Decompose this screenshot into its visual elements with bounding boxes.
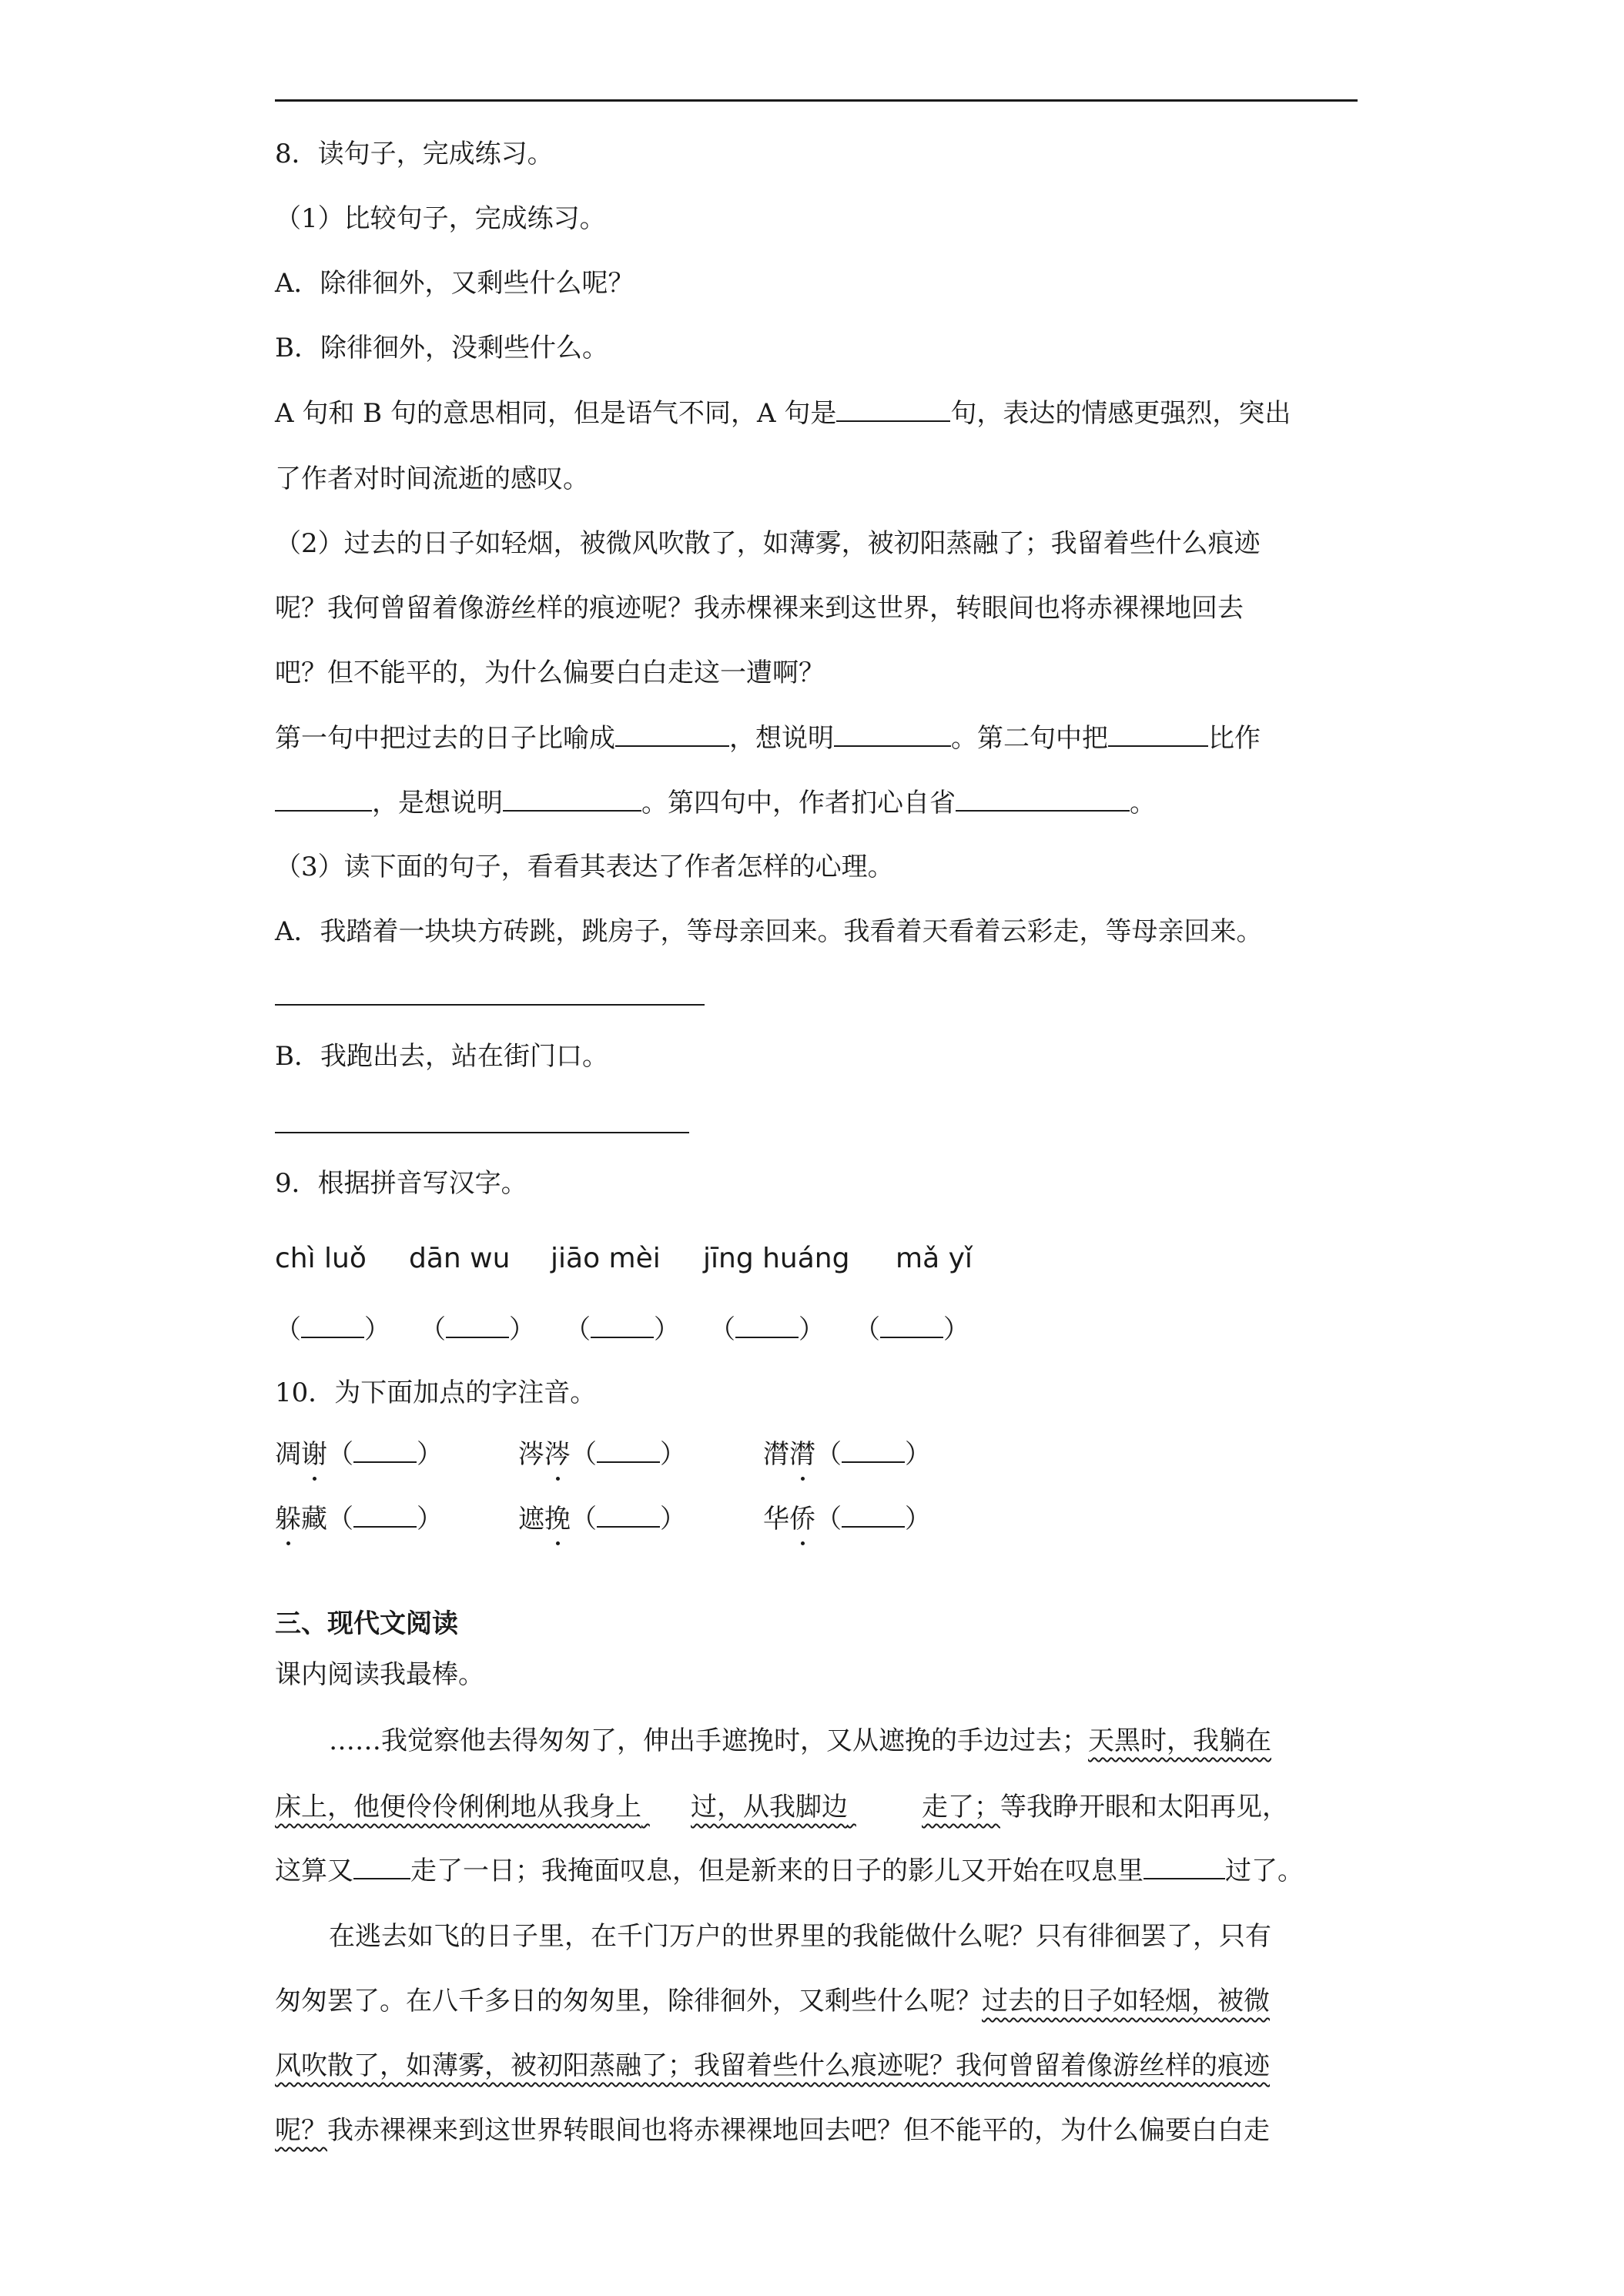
passage-text: 等我睁开眼和太阳再见，: [1000, 1792, 1288, 1822]
close-paren: ）: [905, 1504, 931, 1535]
passage-underlined-gap[interactable]: [641, 1790, 691, 1824]
q10-item-2: [518, 1438, 686, 1471]
q8-fill-text-3: 。第二句中把: [951, 723, 1108, 754]
q9-answer-box-2[interactable]: [420, 1313, 535, 1347]
passage-underlined-text: 风吹散了，如薄雾，被初阳蒸融了；我留着些什么痕迹呢？我何曾留着像游丝样的痕迹: [275, 2050, 1270, 2081]
q8-part3-answer-line-a[interactable]: [275, 1004, 705, 1006]
close-paren: ）: [509, 1314, 535, 1345]
q10-item-5: [518, 1502, 686, 1536]
q8-part2-line1: （2）过去的日子如轻烟，被微风吹散了，如薄雾，被初阳蒸融了；我留着些什么痕迹: [275, 528, 1261, 559]
passage-para2-line4: [275, 2114, 1270, 2147]
q8-fill-text-2: ，想说明: [729, 723, 834, 754]
answer-blank[interactable]: [301, 1314, 364, 1338]
answer-blank[interactable]: [353, 1438, 417, 1463]
passage-underlined-text: 走了；: [922, 1792, 1000, 1822]
passage-text: 匆匆罢了。在八千多日的匆匆里，除徘徊外，又剩些什么呢？: [275, 1986, 982, 2017]
q8-fill-blank-6[interactable]: [956, 785, 1130, 812]
word-char: 华: [763, 1504, 789, 1535]
q10-item-1: [275, 1438, 443, 1471]
q8-fill-blank-2[interactable]: [834, 721, 951, 747]
passage-text: ……我觉察他去得匆匆了，伸出手遮挽时，又从遮挽的手边过去；: [329, 1725, 1088, 1756]
q8-sentence-a: A．除徘徊外，又剩些什么呢？: [275, 268, 635, 299]
passage-para1-line1: [329, 1724, 1271, 1758]
q8-compare-text-a: A 句和 B 句的意思相同，但是语气不同，A 句是: [275, 398, 837, 429]
q8-compare-line1: [275, 396, 1291, 430]
answer-blank[interactable]: [842, 1503, 905, 1528]
answer-blank[interactable]: [597, 1438, 660, 1463]
q9-answer-box-5[interactable]: [854, 1313, 969, 1347]
close-paren: ）: [660, 1439, 686, 1470]
q8-part3-sentence-b: B．我跑出去，站在街门口。: [275, 1041, 608, 1072]
word-char: 凋: [275, 1439, 301, 1470]
q8-fill-text-7: 。: [1130, 788, 1156, 818]
dotted-char: 谢: [301, 1439, 327, 1470]
q8-fill-blank-3[interactable]: [1108, 721, 1208, 747]
passage-text: 我赤裸裸来到这世界转眼间也将赤裸裸地回去吧？但不能平的，为什么偏要白白走: [327, 2115, 1270, 2146]
close-paren: ）: [417, 1504, 443, 1535]
close-paren: ）: [660, 1504, 686, 1535]
open-paren: （: [709, 1314, 735, 1345]
passage-para1-line3: [275, 1853, 1304, 1888]
passage-para2-line3: [275, 2049, 1270, 2083]
q8-title: 8．读句子，完成练习。: [275, 139, 554, 169]
passage-para1-line2: [275, 1790, 1288, 1824]
pinyin-4: jīng huáng: [703, 1243, 850, 1274]
q9-answer-box-4[interactable]: [709, 1313, 825, 1347]
q8-part3-sentence-a: A．我踏着一块块方砖跳，跳房子，等母亲回来。我看着天看着云彩走，等母亲回来。: [275, 916, 1263, 947]
answer-blank[interactable]: [880, 1314, 943, 1338]
open-paren: （: [327, 1439, 353, 1470]
word-char: 涔: [518, 1439, 544, 1470]
open-paren: （: [571, 1504, 597, 1535]
q10-item-6: [763, 1502, 931, 1536]
answer-blank[interactable]: [446, 1314, 509, 1338]
q8-fill-line1: [275, 721, 1261, 755]
close-paren: ）: [799, 1314, 825, 1345]
q8-fill-text-5: ，是想说明: [372, 788, 503, 818]
q8-part2-line3: 吧？但不能平的，为什么偏要白白走这一遭啊？: [275, 658, 825, 688]
q8-compare-line2: 了作者对时间流逝的感叹。: [275, 464, 589, 494]
dotted-char: 挽: [544, 1504, 571, 1535]
q8-compare-text-b: 句，表达的情感更强烈，突出: [950, 398, 1291, 429]
passage-underlined-text: 过去的日子如轻烟，被微: [982, 1986, 1270, 2017]
open-paren: （: [564, 1314, 591, 1345]
word-char: 藏: [301, 1504, 327, 1535]
q9-title: 9．根据拼音写汉字。: [275, 1168, 527, 1199]
q8-sentence-b: B．除徘徊外，没剩些什么。: [275, 333, 608, 363]
close-paren: ）: [943, 1314, 969, 1345]
q8-fill-blank-5[interactable]: [503, 785, 641, 812]
q10-title: 10．为下面加点的字注音。: [275, 1377, 597, 1408]
answer-blank[interactable]: [735, 1314, 799, 1338]
q10-item-4: [275, 1502, 443, 1536]
passage-blank-2[interactable]: [1143, 1853, 1225, 1879]
header-rule: [275, 99, 1358, 102]
open-paren: （: [815, 1439, 842, 1470]
close-paren: ）: [654, 1314, 680, 1345]
pinyin-1: chì luǒ: [275, 1243, 367, 1274]
q9-answer-box-1[interactable]: [275, 1313, 390, 1347]
q8-part3-answer-line-b[interactable]: [275, 1132, 689, 1133]
passage-blank-1[interactable]: [353, 1853, 410, 1879]
q8-fill-text-6: 。第四句中，作者扪心自省: [641, 788, 956, 818]
q8-part1-title: （1）比较句子，完成练习。: [275, 203, 606, 234]
passage-text: 过了。: [1225, 1856, 1304, 1886]
q9-answer-box-3[interactable]: [564, 1313, 680, 1347]
dotted-char: 侨: [789, 1504, 815, 1535]
q10-item-3: [763, 1438, 931, 1471]
passage-underlined-text: 过，从我脚边: [691, 1792, 848, 1822]
q8-fill-text-4: 比作: [1208, 723, 1261, 754]
passage-underlined-text: 天黑时，我躺在: [1088, 1725, 1271, 1756]
passage-underlined-text: 呢？: [275, 2115, 327, 2146]
close-paren: ）: [417, 1439, 443, 1470]
passage-text: 走了一日；我掩面叹息，但是新来的日子的影儿又开始在叹息里: [410, 1856, 1143, 1886]
q8-part2-line2: 呢？我何曾留着像游丝样的痕迹呢？我赤棵裸来到这世界，转眼间也将赤裸裸地回去: [275, 593, 1244, 624]
passage-underlined-gap[interactable]: [848, 1790, 922, 1824]
passage-underlined-text: 床上，他便伶伶俐俐地从我身上: [275, 1792, 641, 1822]
open-paren: （: [420, 1314, 446, 1345]
pinyin-2: dān wu: [409, 1243, 511, 1274]
word-char: 潸: [763, 1439, 789, 1470]
passage-para2-line2: [275, 1984, 1270, 2018]
answer-blank[interactable]: [842, 1438, 905, 1463]
q8-fill-blank-4[interactable]: [275, 785, 372, 812]
open-paren: （: [275, 1314, 301, 1345]
open-paren: （: [815, 1504, 842, 1535]
answer-blank[interactable]: [591, 1314, 654, 1338]
q8-part3-title: （3）读下面的句子，看看其表达了作者怎样的心理。: [275, 852, 894, 882]
answer-blank[interactable]: [353, 1503, 417, 1528]
passage-para2-line1: 在逃去如飞的日子里，在千门万户的世界里的我能做什么呢？只有徘徊罢了，只有: [329, 1921, 1271, 1952]
open-paren: （: [327, 1504, 353, 1535]
dotted-char: 躲: [275, 1504, 301, 1535]
passage-text: 这算又: [275, 1856, 353, 1886]
pinyin-5: mǎ yǐ: [896, 1243, 973, 1274]
pinyin-3: jiāo mèi: [551, 1243, 661, 1274]
dotted-char: 潸: [789, 1439, 815, 1470]
open-paren: （: [854, 1314, 880, 1345]
open-paren: （: [571, 1439, 597, 1470]
q8-fill-blank-1[interactable]: [615, 721, 729, 747]
q8-fill-text-1: 第一句中把过去的日子比喻成: [275, 723, 615, 754]
q8-fill-line2: [275, 785, 1156, 820]
close-paren: ）: [364, 1314, 390, 1345]
word-char: 遮: [518, 1504, 544, 1535]
section3-heading: 三、现代文阅读: [275, 1608, 458, 1639]
answer-blank[interactable]: [597, 1503, 660, 1528]
close-paren: ）: [905, 1439, 931, 1470]
section3-intro: 课内阅读我最棒。: [275, 1659, 484, 1690]
dotted-char: 涔: [544, 1439, 571, 1470]
q8-answer-blank-1[interactable]: [836, 396, 950, 422]
